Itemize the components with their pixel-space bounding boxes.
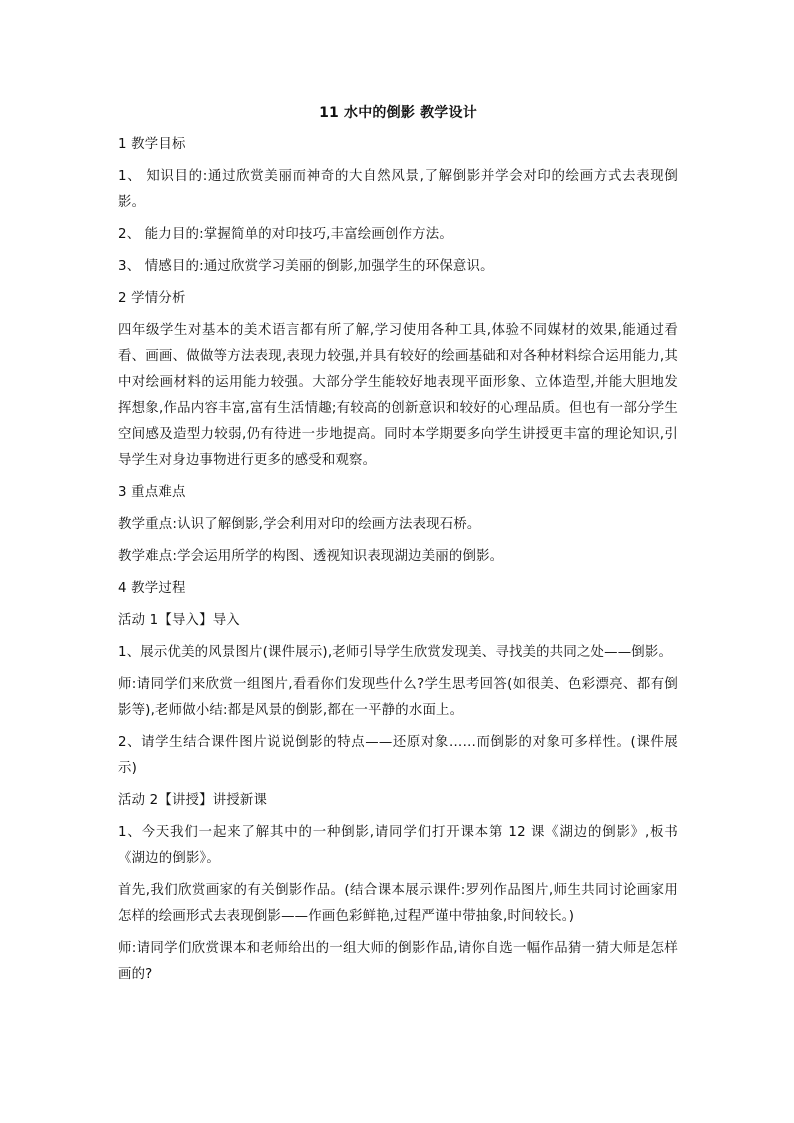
activity-2-appreciation: 首先,我们欣赏画家的有关倒影作品。(结合课本展示课件:罗列作品图片,师生共同讨论画家用怎样的绘画形式去表现倒影——作画色彩鲜艳,过程严谨中带抽象,时间较长。) <box>118 883 678 924</box>
section-heading-analysis: 2 学情分析 <box>118 291 186 306</box>
analysis-paragraph: 四年级学生对基本的美术语言都有所了解,学习使用各种工具,体验不同媒材的效果,能通过看看、画画、做做等方法表现,表现力较强,并具有较好的绘画基础和对各种材料综合运用能力,其中对绘画材料的运用能力较强。大部分学生能较好地表现平面形象、立体造型,并能大胆地发挥想象,作品内容丰富,富有生活情趣;有较高的创新意识和较好的心理品质。但也有一部分学生空间感及造型力较弱,仍有待进一步地提高。同时本学期要多向学生讲授更丰富的理论知识,引导学生对身边事物进行更多的感受和观察。 <box>118 323 678 468</box>
activity-2-teacher-question: 师:请同学们欣赏课本和老师给出的一组大师的倒影作品,请你自选一幅作品猜一猜大师是怎样画的? <box>118 941 678 982</box>
section-heading-key-points: 3 重点难点 <box>118 485 186 500</box>
objective-ability: 2、 能力目的:掌握简单的对印技巧,丰富绘画创作方法。 <box>118 227 453 242</box>
activity-2-step-1: 1、今天我们一起来了解其中的一种倒影,请同学们打开课本第 12 课《湖边的倒影》,板书《湖边的倒影》。 <box>118 825 678 866</box>
document-title: 11 水中的倒影 教学设计 <box>319 105 477 121</box>
document-body <box>118 100 678 994</box>
section-heading-objectives: 1 教学目标 <box>118 137 186 152</box>
activity-1-heading: 活动 1【导入】导入 <box>118 613 240 628</box>
activity-1-teacher-note: 师:请同学们来欣赏一组图片,看看你们发现些什么?学生思考回答(如很美、色彩漂亮、都有倒影等),老师做小结:都是风景的倒影,都在一平静的水面上。 <box>118 677 678 718</box>
difficult-point: 教学难点:学会运用所学的构图、透视知识表现湖边美丽的倒影。 <box>118 549 504 564</box>
objective-knowledge: 1、 知识目的:通过欣赏美丽而神奇的大自然风景,了解倒影并学会对印的绘画方式去表现倒影。 <box>118 169 678 210</box>
key-point: 教学重点:认识了解倒影,学会利用对印的绘画方法表现石桥。 <box>118 517 481 532</box>
activity-2-heading: 活动 2【讲授】讲授新课 <box>118 793 268 808</box>
activity-1-step-2: 2、请学生结合课件图片说说倒影的特点——还原对象……而倒影的对象可多样性。(课件展示) <box>118 735 678 776</box>
section-heading-process: 4 教学过程 <box>118 581 186 596</box>
activity-1-step-1: 1、展示优美的风景图片(课件展示),老师引导学生欣赏发现美、寻找美的共同之处——倒影。 <box>118 645 673 660</box>
objective-emotion: 3、 情感目的:通过欣赏学习美丽的倒影,加强学生的环保意识。 <box>118 259 494 274</box>
